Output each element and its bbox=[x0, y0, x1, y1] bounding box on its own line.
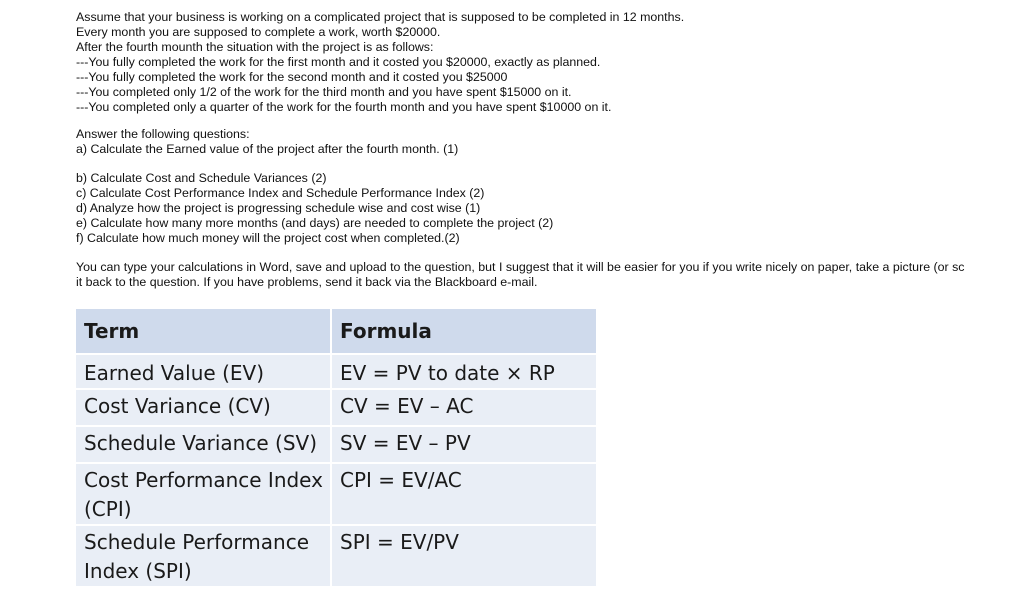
term-cell: Earned Value (EV) bbox=[76, 354, 331, 389]
question-f-text: f) Calculate how much money will the project cost when completed.(2) bbox=[76, 231, 460, 245]
questions-heading-text: Answer the following questions: bbox=[76, 127, 250, 141]
formula-cell: SPI = EV/PV bbox=[331, 525, 597, 587]
table-row bbox=[76, 426, 597, 463]
term-cell: Cost Variance (CV) bbox=[76, 389, 331, 426]
formula-table bbox=[76, 309, 598, 588]
intro-line: ---You completed only 1/2 of the work for the third month and you have spent $15000 on it. bbox=[76, 85, 572, 99]
intro-line: Every month you are supposed to complete a work, worth $20000. bbox=[76, 25, 441, 39]
problem-statement bbox=[76, 10, 684, 115]
intro-line: ---You fully completed the work for the first month and it costed you $20000, exactly as planned. bbox=[76, 55, 601, 69]
table-row bbox=[76, 389, 597, 426]
term-column-header: Term bbox=[76, 309, 331, 354]
questions-list bbox=[76, 171, 553, 246]
formula-cell: EV = PV to date × RP bbox=[331, 354, 597, 389]
formula-cell: CV = EV – AC bbox=[331, 389, 597, 426]
term-cell: Schedule Performance Index (SPI) bbox=[76, 525, 331, 587]
table-row bbox=[76, 463, 597, 525]
submission-instructions bbox=[76, 260, 965, 290]
term-cell: Cost Performance Index (CPI) bbox=[76, 463, 331, 525]
intro-line: After the fourth mounth the situation with the project is as follows: bbox=[76, 40, 434, 54]
instructions-line-2: it back to the question. If you have problems, send it back via the Blackboard e-mail. bbox=[76, 275, 538, 289]
question-b-text: b) Calculate Cost and Schedule Variances (2) bbox=[76, 171, 327, 185]
formula-cell: SV = EV – PV bbox=[331, 426, 597, 463]
question-a-text: a) Calculate the Earned value of the project after the fourth month. (1) bbox=[76, 142, 459, 156]
question-a bbox=[76, 142, 458, 157]
formula-cell: CPI = EV/AC bbox=[331, 463, 597, 525]
intro-line: Assume that your business is working on a complicated project that is supposed to be completed in 12 months. bbox=[76, 10, 685, 24]
instructions-line-1: You can type your calculations in Word, save and upload to the question, but I suggest that it will be easier for you if you write nicely on paper, take a picture (or sc bbox=[76, 260, 965, 274]
table-header-row bbox=[76, 309, 597, 354]
questions-heading bbox=[76, 127, 250, 142]
question-e-text: e) Calculate how many more months (and days) are needed to complete the project (2) bbox=[76, 216, 554, 230]
intro-line: ---You fully completed the work for the second month and it costed you $25000 bbox=[76, 70, 508, 84]
term-cell: Schedule Variance (SV) bbox=[76, 426, 331, 463]
formula-column-header: Formula bbox=[331, 309, 597, 354]
question-c-text: c) Calculate Cost Performance Index and Schedule Performance Index (2) bbox=[76, 186, 485, 200]
intro-line: ---You completed only a quarter of the work for the fourth month and you have spent $10000 on it. bbox=[76, 100, 612, 114]
table-row bbox=[76, 525, 597, 587]
table-row bbox=[76, 354, 597, 389]
question-d-text: d) Analyze how the project is progressing schedule wise and cost wise (1) bbox=[76, 201, 481, 215]
